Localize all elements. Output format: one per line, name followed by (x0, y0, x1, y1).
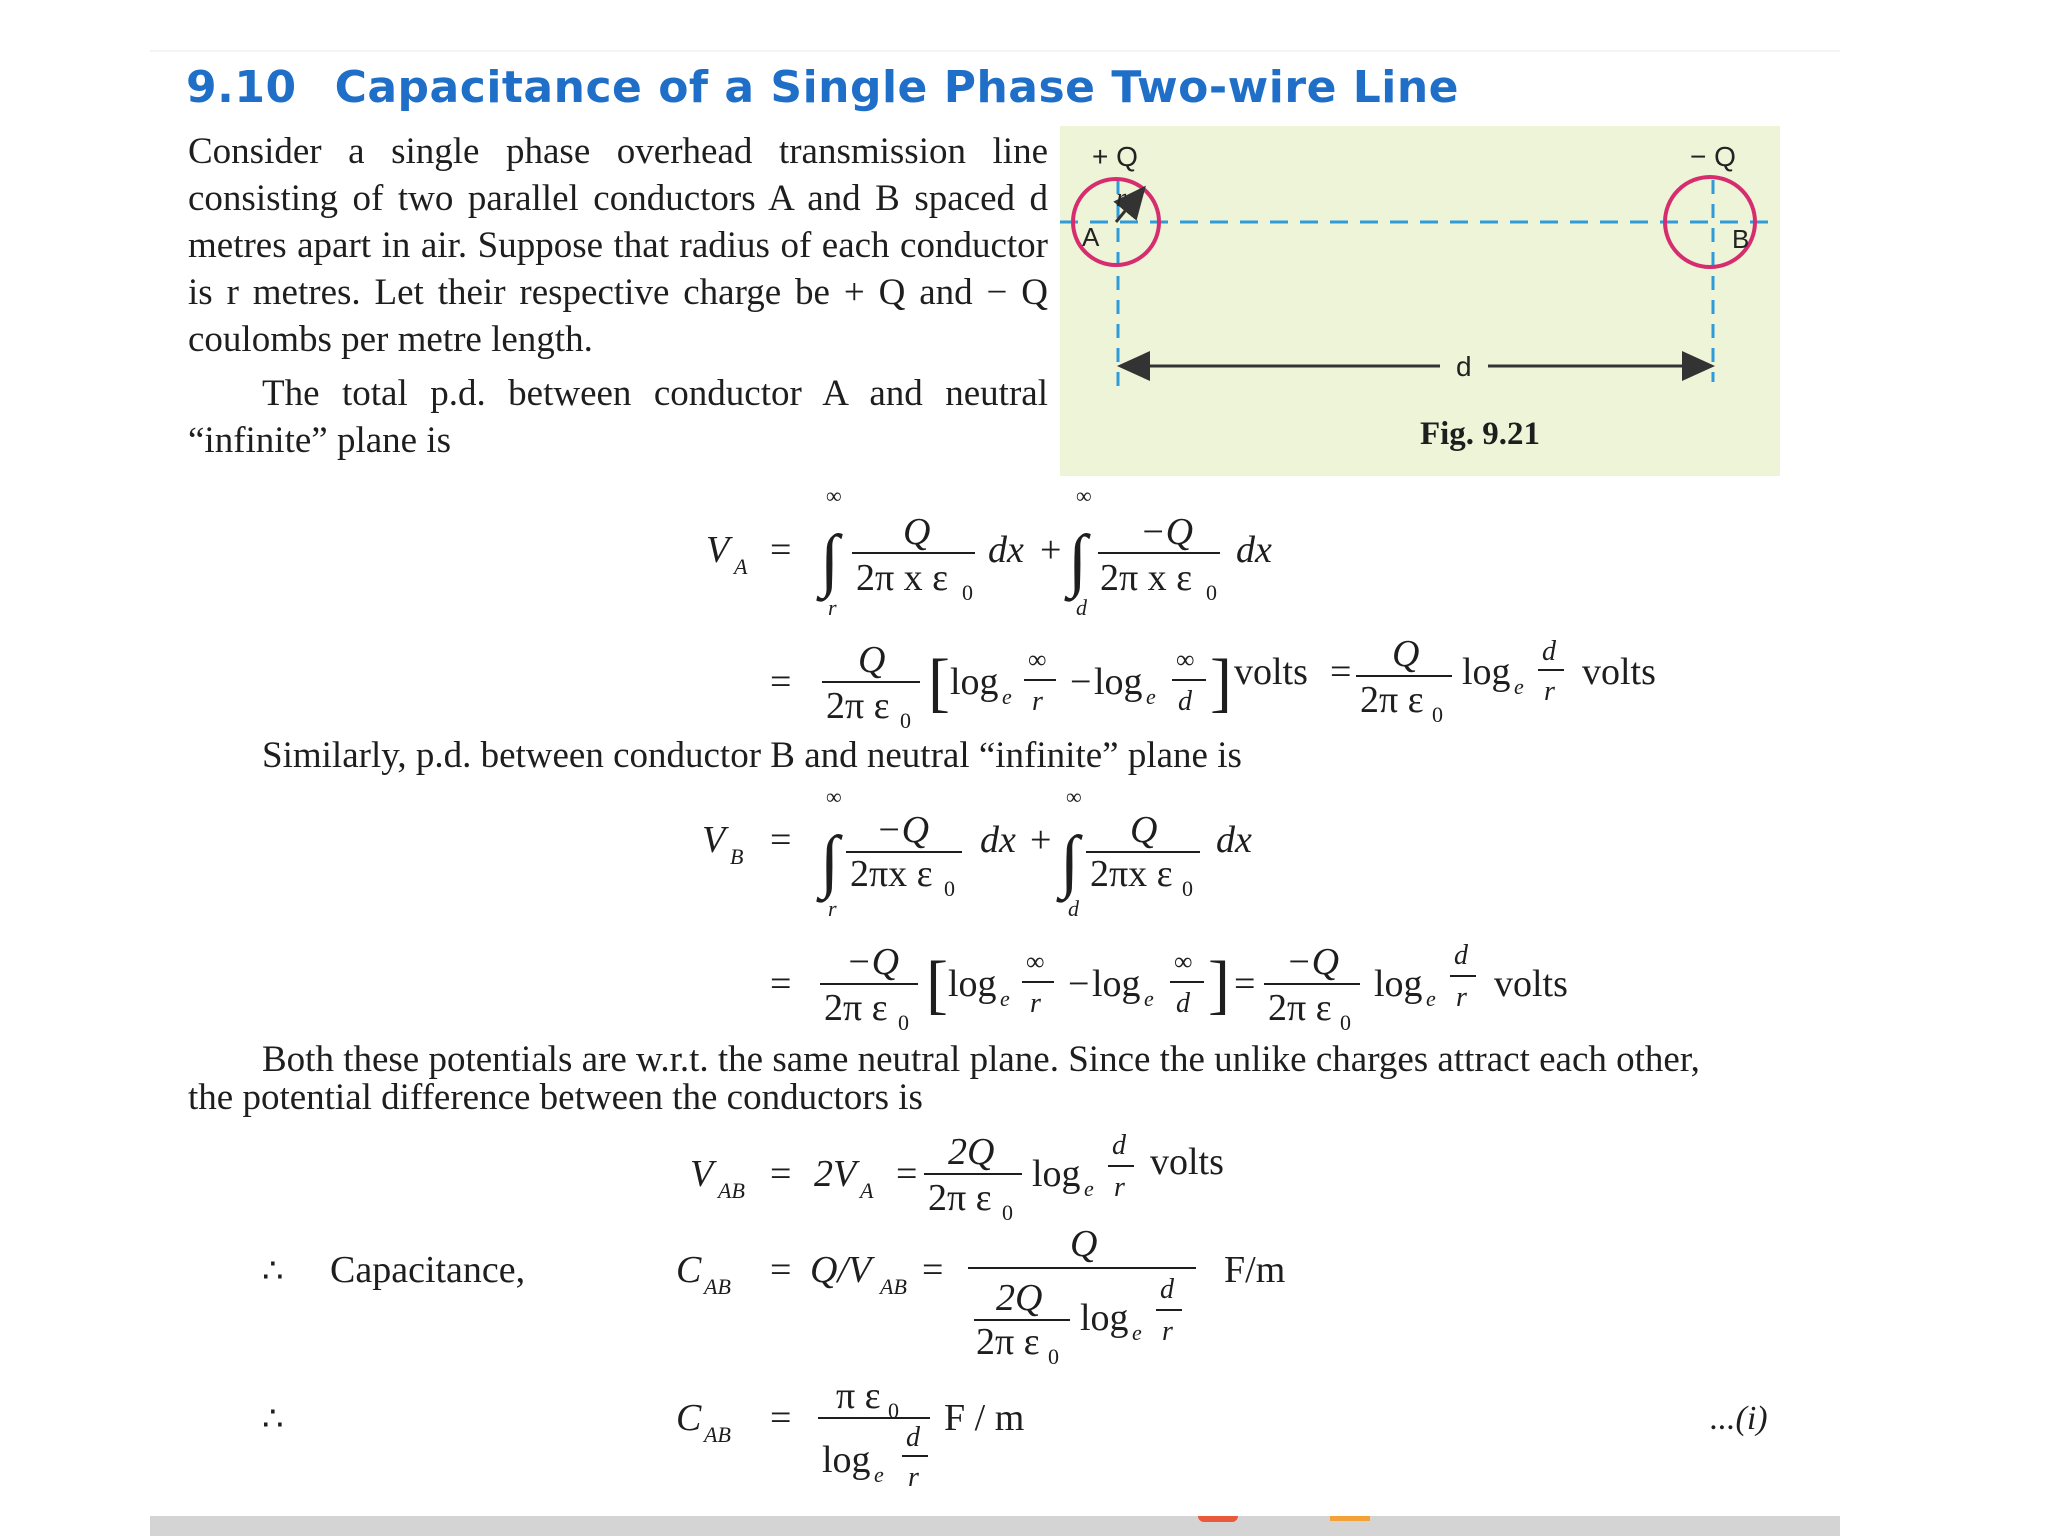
cab-final-log: log (822, 1439, 871, 1481)
va2-log2-den: d (1178, 686, 1192, 717)
va2-log2-num: ∞ (1176, 645, 1195, 674)
figure-caption: Fig. 9.21 (1419, 416, 1541, 452)
vab-symbol: V (690, 1153, 714, 1195)
va2-log3-den: r (1544, 676, 1555, 707)
vb2-log1-den: r (1030, 988, 1041, 1019)
va-den1: 2π x ε (856, 557, 949, 599)
va2-den: 2π ε (826, 685, 890, 727)
cab-fm-1: F/m (1224, 1249, 1286, 1291)
vb-int1-upper: ∞ (826, 784, 842, 809)
vb2-log2-num: ∞ (1174, 947, 1193, 976)
va-equals: = (770, 529, 792, 571)
cab-equals-2: = (922, 1249, 944, 1291)
vb2-minus: − (1068, 963, 1090, 1005)
vb2-log2-den: d (1176, 988, 1190, 1019)
vb2-log1: log (948, 963, 997, 1005)
va2-den2: 2π ε (1360, 679, 1424, 721)
vb-int1-sign: ∫ (820, 823, 840, 900)
vb-int2-sign: ∫ (1060, 823, 1080, 900)
va2-rbracket: ] (1210, 646, 1232, 719)
cab-inner-den-sub: 0 (1048, 1344, 1059, 1369)
va2-num2: Q (1392, 633, 1420, 675)
charge-b-label: − Q (1690, 141, 1736, 172)
va-plus: + (1040, 529, 1062, 571)
similarly-text: Similarly, p.d. between conductor B and neutral “infinite” plane is (262, 735, 1242, 776)
cab-inner-den: 2π ε (976, 1321, 1040, 1363)
section-title: Capacitance of a Single Phase Two-wire Line (334, 62, 1460, 113)
vb2-equals: = (770, 963, 792, 1005)
va2-log1-den: r (1032, 686, 1043, 717)
intro-paragraph-2: The total p.d. between conductor A and neutral “infinite” plane is (188, 373, 1048, 461)
vab-two-va: 2V (814, 1153, 857, 1195)
vb2-log3-base: e (1426, 986, 1436, 1011)
section-number: 9.10 (186, 62, 297, 113)
vb2-den: 2π ε (824, 987, 888, 1029)
vab-log-base: e (1084, 1176, 1094, 1201)
vab-equals: = (770, 1153, 792, 1195)
vb-plus: + (1030, 819, 1052, 861)
vab-volts: volts (1150, 1141, 1224, 1183)
va2-volts1: volts (1234, 651, 1308, 693)
vb-num1: −Q (876, 809, 930, 851)
va-int1-lower: r (828, 595, 837, 620)
vb2-den2: 2π ε (1268, 987, 1332, 1029)
cab-fm-2: F / m (944, 1397, 1025, 1439)
vb2-den-sub: 0 (898, 1010, 909, 1035)
vab-num: 2Q (948, 1131, 995, 1173)
va2-log3: log (1462, 651, 1511, 693)
vb2-log2-base: e (1144, 986, 1154, 1011)
bottom-accent-red (1198, 1516, 1238, 1522)
cab-equals-1: = (770, 1249, 792, 1291)
va-symbol: V (706, 529, 730, 571)
equation-tag: ...(i) (1710, 1400, 1768, 1437)
cab-big-num: Q (1070, 1223, 1098, 1265)
va2-equals: = (770, 661, 792, 703)
va2-volts2: volts (1582, 651, 1656, 693)
distance-label: d (1456, 351, 1472, 382)
bottom-bar (150, 1516, 1840, 1536)
vb-int2-lower: d (1068, 896, 1079, 921)
cab-equals-3: = (770, 1397, 792, 1439)
vb2-lbracket: [ (926, 948, 948, 1021)
va-subscript: A (734, 554, 748, 579)
vb2-log2: log (1092, 963, 1141, 1005)
cab-final-log-den: r (908, 1462, 919, 1493)
vb-dx2: dx (1216, 819, 1252, 861)
va2-log3-base: e (1514, 674, 1524, 699)
conductor-b-label: B (1732, 224, 1750, 254)
capacitance-label: Capacitance, (330, 1249, 526, 1291)
therefore-symbol-1: ∴ (262, 1253, 284, 1290)
va2-num: Q (858, 639, 886, 681)
vb2-equals2: = (1234, 963, 1256, 1005)
va2-log3-num: d (1542, 636, 1556, 667)
vb2-log3-den: r (1456, 982, 1467, 1013)
intro-paragraph-1: Consider a single phase overhead transmission line consisting of two parallel conductors A and B spaced d metres apart in air. Suppose that radius of each conductor is r metres. Let their respective charge be + Q and − Q coulombs per metre length. (188, 131, 1048, 360)
cab-final-log-num: d (906, 1422, 920, 1453)
vb2-log1-base: e (1000, 986, 1010, 1011)
cab-final-log-base: e (874, 1462, 884, 1487)
va-int1-sign: ∫ (820, 522, 840, 599)
therefore-symbol-2: ∴ (262, 1401, 284, 1438)
conductor-a-label: A (1082, 222, 1100, 252)
vab-subscript: AB (718, 1178, 745, 1203)
cab-subscript-1: AB (704, 1274, 731, 1299)
bottom-accent-orange (1330, 1516, 1370, 1521)
va-int2-lower: d (1076, 595, 1087, 620)
va2-minus: − (1070, 661, 1092, 703)
vb-den1-sub: 0 (944, 876, 955, 901)
vb2-log1-num: ∞ (1026, 947, 1045, 976)
va-den2: 2π x ε (1100, 557, 1193, 599)
charge-a-label: + Q (1092, 141, 1138, 172)
cab-inner-num: 2Q (996, 1277, 1043, 1319)
va2-den2-sub: 0 (1432, 702, 1443, 727)
vab-log-num: d (1112, 1130, 1126, 1161)
va2-den-sub: 0 (900, 708, 911, 733)
cab-final-num: π ε (836, 1375, 881, 1417)
vb-symbol: V (702, 819, 726, 861)
vb2-den2-sub: 0 (1340, 1010, 1351, 1035)
vb2-log3: log (1374, 963, 1423, 1005)
cab-inner-log-num: d (1160, 1274, 1174, 1305)
vb2-log3-num: d (1454, 940, 1468, 971)
va2-log2: log (1094, 661, 1143, 703)
vb-den2: 2πx ε (1090, 853, 1173, 895)
va-int2-upper: ∞ (1076, 483, 1092, 508)
cab-inner-log: log (1080, 1297, 1129, 1339)
cab-symbol-1: C (676, 1249, 702, 1291)
cab-inner-log-den: r (1162, 1316, 1173, 1347)
va2-log1-base: e (1002, 684, 1012, 709)
va-dx2: dx (1236, 529, 1272, 571)
cab-subscript-2: AB (704, 1422, 731, 1447)
va2-equals2: = (1330, 651, 1352, 693)
vb2-volts: volts (1494, 963, 1568, 1005)
cab-final-num-sub: 0 (888, 1398, 899, 1423)
va2-log1-num: ∞ (1028, 645, 1047, 674)
vb2-rbracket: ] (1208, 948, 1230, 1021)
vb-int2-upper: ∞ (1066, 784, 1082, 809)
vab-two-va-sub: A (860, 1178, 874, 1203)
vab-log: log (1032, 1153, 1081, 1195)
vb-num2: Q (1130, 809, 1158, 851)
cab-q-over-vab-sub: AB (880, 1274, 907, 1299)
vab-den-sub: 0 (1002, 1200, 1013, 1225)
va-den1-sub: 0 (962, 580, 973, 605)
va-num1: Q (903, 511, 931, 553)
cab-inner-log-base: e (1132, 1320, 1142, 1345)
va-num2: −Q (1140, 511, 1194, 553)
vb2-num2: −Q (1286, 941, 1340, 983)
vab-den: 2π ε (928, 1177, 992, 1219)
vab-equals2: = (896, 1153, 918, 1195)
va2-log2-base: e (1146, 684, 1156, 709)
va2-log1: log (950, 661, 999, 703)
va-den2-sub: 0 (1206, 580, 1217, 605)
va-int1-upper: ∞ (826, 483, 842, 508)
vb-int1-lower: r (828, 896, 837, 921)
cab-symbol-2: C (676, 1397, 702, 1439)
va2-lbracket: [ (928, 646, 950, 719)
vb-dx1: dx (980, 819, 1016, 861)
vb-equals: = (770, 819, 792, 861)
both-potentials-line1: Both these potentials are w.r.t. the same neutral plane. Since the unlike charges attract each other, (262, 1039, 1700, 1080)
both-potentials-line2: the potential difference between the conductors is (188, 1077, 923, 1118)
va-dx1: dx (988, 529, 1024, 571)
radius-label: r (1116, 183, 1127, 212)
vb-subscript: B (730, 844, 744, 869)
vb-den1: 2πx ε (850, 853, 933, 895)
vb2-num: −Q (846, 941, 900, 983)
va-int2-sign: ∫ (1068, 522, 1088, 599)
vab-log-den: r (1114, 1172, 1125, 1203)
vb-den2-sub: 0 (1182, 876, 1193, 901)
cab-q-over-vab: Q/V (810, 1249, 872, 1291)
